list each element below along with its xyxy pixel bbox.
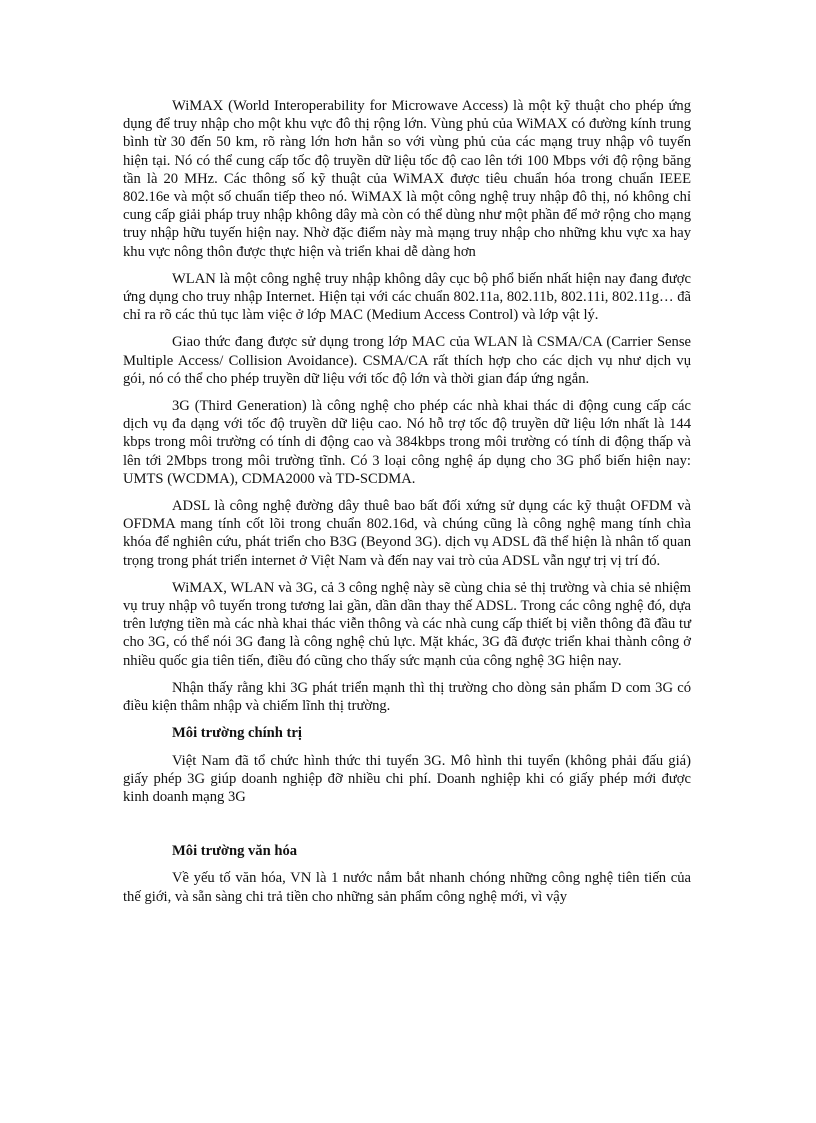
paragraph-wimax: WiMAX (World Interoperability for Microwave Access) là một kỹ thuật cho phép ứng dụng để truy nhập cho một khu vực đô thị rộng lớn. Vùng phủ của WiMAX có đường kính trung bình từ 30 đến 50 km, rõ ràng lớn hơn hẳn so với vùng phủ của các mạng truy nhập vô tuyến hiện tại. Nó có thể cung cấp tốc độ truyền dữ liệu tốc độ cao lên tới 100 Mbps với độ rộng băng tần là 20 MHz. Các thông số kỹ thuật của WiMAX được tiêu chuẩn hóa trong chuẩn IEEE 802.16e và một số chuẩn tiếp theo nó. WiMAX là một công nghệ truy nhập đô thị, nó không chỉ cung cấp giải pháp truy nhập không dây mà còn có thể dùng như một phần để mở rộng cho mạng truy nhập hữu tuyến hiện nay. Nhờ đặc điểm này mà mạng truy nhập cho những khu vực xa hay khu vực nông thôn được thực hiện và triển khai dễ dàng hơn [123,98,691,260]
paragraph-political: Việt Nam đã tổ chức hình thức thi tuyển 3G. Mô hình thi tuyển (không phải đấu giá) giấy phép 3G giúp doanh nghiệp đỡ nhiều chi phí. Doanh nghiệp khi có giấy phép mới được kinh doanh mạng 3G [123,752,691,805]
paragraph-csma: Giao thức đang được sử dụng trong lớp MAC của WLAN là CSMA/CA (Carrier Sense Multiple Access/ Collision Avoidance). CSMA/CA rất thích hợp cho các dịch vụ như dịch vụ gói, nó có thể cho phép truyền dữ liệu với tốc độ lớn và thời gian đáp ứng ngắn. [123,334,691,387]
paragraph-adsl: ADSL là công nghệ đường dây thuê bao bất đối xứng sử dụng các kỹ thuật OFDM và OFDMA mang tính cốt lõi trong chuẩn 802.16d, và chúng cũng là công nghệ mang tính chìa khóa để nghiên cứu, phát triển cho B3G (Beyond 3G). dịch vụ ADSL đã thể hiện là nhân tố quan trọng trong phát triển internet ở Việt Nam và đến nay vai trò của ADSL vẫn ngự trị vị trí đó. [123,498,691,569]
heading-cultural-environment: Môi trường văn hóa [172,843,298,860]
paragraph-dcom: Nhận thấy rằng khi 3G phát triển mạnh thì thị trường cho dòng sản phẩm D com 3G có điều kiện thâm nhập và chiếm lĩnh thị trường. [123,679,691,715]
heading-political-environment: Môi trường chính trị [172,725,302,742]
paragraph-market-share: WiMAX, WLAN và 3G, cả 3 công nghệ này sẽ cùng chia sẻ thị trường và chia sẻ nhiệm vụ truy nhập vô tuyến trong tương lai gần, dần dần thay thế ADSL. Trong các công nghệ đó, dựa trên lượng tiền mà các nhà khai thác viễn thông và các nhà cung cấp thiết bị viễn thông đã đầu tư cho 3G, có thể nói 3G đang là công nghệ chủ lực. Mặt khác, 3G đã được triển khai thành công ở nhiều quốc gia tiên tiến, điều đó cũng cho thấy sức mạnh của công nghệ 3G hiện nay. [123,579,691,669]
paragraph-wlan: WLAN là một công nghệ truy nhập không dây cục bộ phổ biến nhất hiện nay đang được ứng dụng cho truy nhập Internet. Hiện tại với các chuẩn 802.11a, 802.11b, 802.11i, 802.11g… đã chỉ ra rõ các thủ tục làm việc ở lớp MAC (Medium Access Control) và lớp vật lý. [123,270,691,324]
document-page [123,97,691,915]
section-spacer [123,815,691,842]
paragraph-3g: 3G (Third Generation) là công nghệ cho phép các nhà khai thác di động cung cấp các dịch vụ đa dạng với tốc độ truyền dữ liệu cao. Nó hỗ trợ tốc độ truyền dữ liệu lớn nhất là 144 kbps trong môi trường có tính di động cao và 384kbps trong môi trường có tính di động thấp và lên tới 2Mbps trong môi trường tĩnh. Có 3 loại công nghệ áp dụng cho 3G phổ biến hiện nay: UMTS (WCDMA), CDMA2000 và TD-SCDMA. [123,398,691,487]
paragraph-cultural: Về yếu tố văn hóa, VN là 1 nước nắm bắt nhanh chóng những công nghệ tiên tiến của thế giới, và sẵn sàng chi trả tiền cho những sản phẩm công nghệ mới, vì vậy [123,870,691,905]
